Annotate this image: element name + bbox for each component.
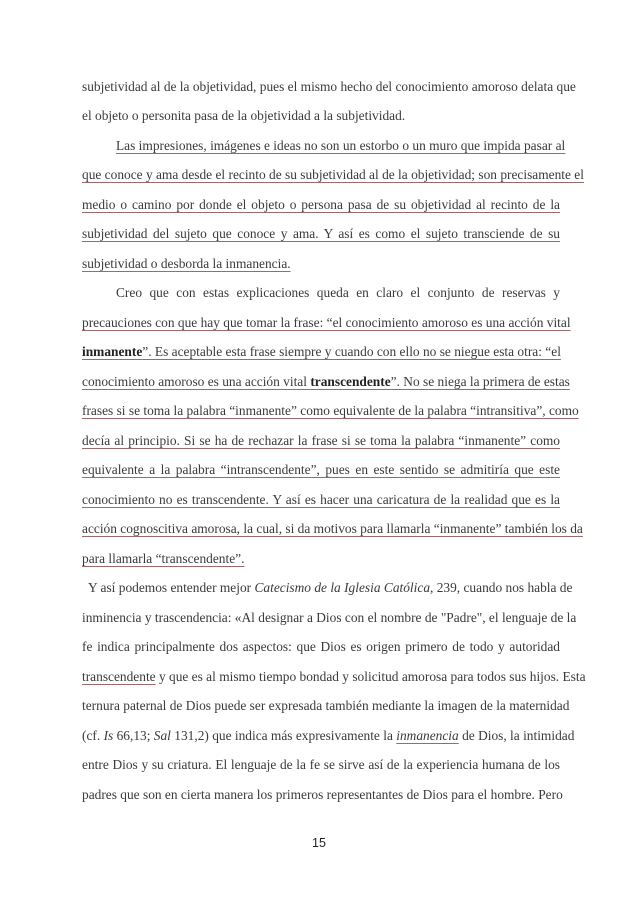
text-segment: Creo que con estas explicaciones queda en claro el conjunto de reservas y: [116, 285, 560, 300]
text-line: [82, 313, 571, 333]
text-line: [82, 696, 570, 716]
text-line: [82, 401, 579, 421]
text-segment: subjetividad del sujeto que conoce y ama. Y así es como el sujeto transciende de su: [82, 226, 560, 241]
text-segment: que conoce y ama desde el recinto de su subjetividad al de la objetividad; son precisamente el: [82, 167, 584, 182]
italic-term: Is: [103, 728, 114, 743]
italic-term: Catecismo de la Iglesia Católica: [254, 580, 431, 595]
italic-term: inmanencia: [396, 728, 459, 743]
text-line: [82, 342, 560, 362]
text-segment: inminencia y trascendencia: «Al designar a Dios con el nombre de "Padre", el lenguaje de la: [82, 610, 577, 625]
text-segment: y que es al mismo tiempo bondad y solicitud amorosa para todos sus hijos. Esta: [155, 669, 586, 684]
text-segment: precauciones con que hay que tomar la frase: “el conocimiento amoroso es una acción vital: [82, 315, 571, 330]
text-line: [82, 460, 560, 480]
text-line: [82, 549, 560, 569]
text-line: [88, 578, 573, 598]
text-line: [82, 785, 563, 805]
text-segment: decía al principio. Si se ha de rechazar la frase si se toma la palabra “inmanente” como: [82, 433, 560, 448]
text-segment: el objeto o personita pasa de la objetividad a la subjetividad.: [82, 108, 406, 123]
text-line: [82, 195, 560, 215]
text-segment: entre Dios y su criatura. El lenguaje de la fe se sirve así de la experiencia humana de los: [82, 757, 560, 772]
text-line: [82, 77, 576, 97]
text-line: [82, 755, 560, 775]
text-line: [82, 667, 586, 687]
text-line: [82, 431, 560, 451]
text-segment: frases si se toma la palabra “inmanente” como equivalente de la palabra “intransitiva”, como: [82, 403, 579, 418]
text-segment: medio o camino por donde el objeto o persona pasa de su objetividad al recinto de la: [82, 197, 560, 212]
text-line: [82, 372, 570, 392]
text-line: [82, 608, 577, 628]
text-segment: transcendente: [82, 669, 156, 684]
text-segment: ”. No se niega la primera de estas: [390, 374, 570, 389]
text-segment: ternura paternal de Dios puede ser expresada también mediante la imagen de la maternidad: [82, 698, 570, 713]
text-segment: Y así podemos entender mejor: [88, 580, 255, 595]
text-segment: conocimiento amoroso es una acción vital: [82, 374, 311, 389]
text-line: [82, 726, 575, 746]
text-segment: subjetividad al de la objetividad, pues el mismo hecho del conocimiento amoroso delata que: [82, 79, 576, 94]
text-line: [82, 224, 560, 244]
text-line: [82, 519, 583, 539]
text-line: [82, 490, 560, 510]
text-segment: para llamarla “transcendente”.: [82, 551, 245, 566]
text-segment: 66,13;: [113, 728, 154, 743]
italic-term: Sal: [153, 728, 171, 743]
text-line: [82, 106, 560, 126]
text-line: [116, 136, 566, 156]
text-line: [82, 637, 560, 657]
text-segment: 131,2) que indica más expresivamente la: [170, 728, 397, 743]
text-segment: ”. Es aceptable esta frase siempre y cuando con ello no se niegue esta otra: “el: [142, 344, 561, 359]
text-line: [116, 283, 560, 303]
text-segment: conocimiento no es transcendente. Y así es hacer una caricatura de la realidad que es la: [82, 492, 560, 507]
text-segment: Las impresiones, imágenes e ideas no son un estorbo o un muro que impida pasar al: [116, 138, 566, 153]
text-segment: (cf.: [82, 728, 104, 743]
bold-term: inmanente: [82, 344, 143, 359]
bold-term: transcendente: [310, 374, 391, 389]
text-segment: acción cognoscitiva amorosa, la cual, si da motivos para llamarla “inmanente” también los da: [82, 521, 583, 536]
text-segment: subjetividad o desborda la inmanencia.: [82, 256, 291, 271]
text-segment: padres que son en cierta manera los primeros representantes de Dios para el hombre. Pero: [82, 787, 563, 802]
text-line: [82, 165, 584, 185]
text-segment: , 239, cuando nos habla de: [430, 580, 573, 595]
page-number: 15: [312, 836, 326, 850]
text-segment: de Dios, la intimidad: [458, 728, 575, 743]
text-segment: fe indica principalmente dos aspectos: que Dios es origen primero de todo y autoridad: [82, 639, 560, 654]
text-segment: equivalente a la palabra “intranscendente”, pues en este sentido se admitiría que este: [82, 462, 560, 477]
text-line: [82, 254, 560, 274]
